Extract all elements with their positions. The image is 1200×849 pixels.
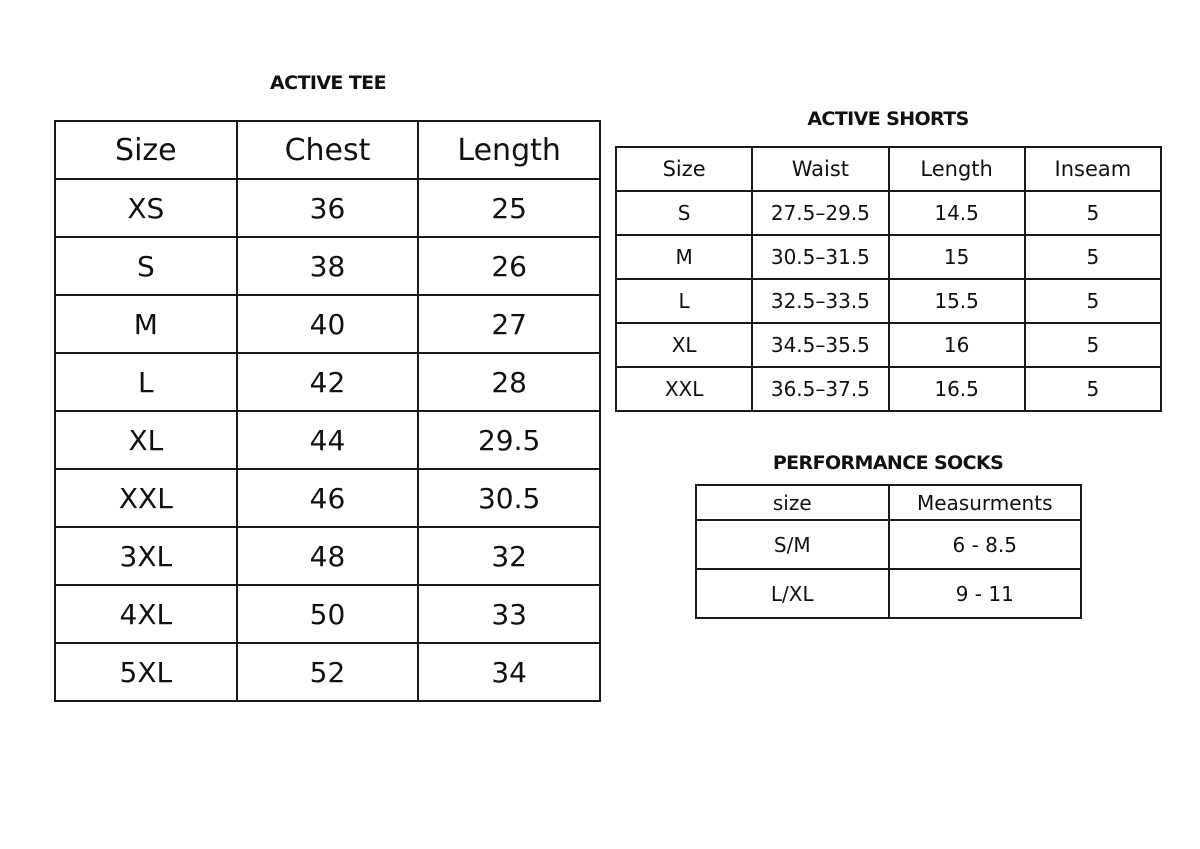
- header-length: Length: [889, 147, 1025, 191]
- cell-chest: 50: [237, 585, 419, 643]
- table-row: [55, 643, 600, 701]
- cell-size: S: [616, 191, 752, 235]
- table-row: [55, 179, 600, 237]
- cell-chest: 42: [237, 353, 419, 411]
- cell-inseam: 5: [1025, 367, 1161, 411]
- cell-size: L/XL: [696, 569, 889, 618]
- cell-size: M: [55, 295, 237, 353]
- cell-size: S/M: [696, 520, 889, 569]
- table-header-row: [696, 485, 1081, 520]
- table-row: [616, 323, 1161, 367]
- table-row: [616, 191, 1161, 235]
- table-row: [55, 295, 600, 353]
- table-row: [696, 569, 1081, 618]
- cell-length: 29.5: [418, 411, 600, 469]
- cell-chest: 38: [237, 237, 419, 295]
- cell-chest: 40: [237, 295, 419, 353]
- cell-length: 15.5: [889, 279, 1025, 323]
- performance-socks-title: PERFORMANCE SOCKS: [772, 452, 1004, 474]
- header-length: Length: [418, 121, 600, 179]
- active-shorts-title: ACTIVE SHORTS: [807, 108, 969, 130]
- cell-waist: 36.5–37.5: [752, 367, 888, 411]
- cell-measurements: 9 - 11: [889, 569, 1082, 618]
- cell-chest: 44: [237, 411, 419, 469]
- active-tee-title: ACTIVE TEE: [270, 72, 386, 94]
- cell-length: 14.5: [889, 191, 1025, 235]
- cell-waist: 34.5–35.5: [752, 323, 888, 367]
- cell-length: 15: [889, 235, 1025, 279]
- table-row: [55, 353, 600, 411]
- header-chest: Chest: [237, 121, 419, 179]
- table-row: [55, 469, 600, 527]
- performance-socks-table: [695, 484, 1082, 619]
- cell-length: 16.5: [889, 367, 1025, 411]
- header-size: Size: [616, 147, 752, 191]
- cell-length: 30.5: [418, 469, 600, 527]
- cell-inseam: 5: [1025, 235, 1161, 279]
- table-row: [616, 279, 1161, 323]
- table-row: [696, 520, 1081, 569]
- table-row: [55, 237, 600, 295]
- header-measurements: Measurments: [889, 485, 1082, 520]
- cell-length: 16: [889, 323, 1025, 367]
- cell-size: XXL: [616, 367, 752, 411]
- cell-size: 4XL: [55, 585, 237, 643]
- cell-size: XL: [616, 323, 752, 367]
- cell-chest: 52: [237, 643, 419, 701]
- cell-chest: 46: [237, 469, 419, 527]
- cell-size: L: [616, 279, 752, 323]
- cell-inseam: 5: [1025, 279, 1161, 323]
- table-header-row: [616, 147, 1161, 191]
- header-size: Size: [55, 121, 237, 179]
- cell-chest: 36: [237, 179, 419, 237]
- cell-waist: 30.5–31.5: [752, 235, 888, 279]
- header-size: size: [696, 485, 889, 520]
- cell-size: XL: [55, 411, 237, 469]
- cell-size: S: [55, 237, 237, 295]
- cell-size: L: [55, 353, 237, 411]
- cell-measurements: 6 - 8.5: [889, 520, 1082, 569]
- active-tee-table: [54, 120, 601, 702]
- cell-size: XS: [55, 179, 237, 237]
- table-row: [55, 527, 600, 585]
- table-row: [55, 411, 600, 469]
- cell-length: 26: [418, 237, 600, 295]
- cell-length: 27: [418, 295, 600, 353]
- table-header-row: [55, 121, 600, 179]
- cell-length: 33: [418, 585, 600, 643]
- active-shorts-table: [615, 146, 1162, 412]
- cell-chest: 48: [237, 527, 419, 585]
- cell-size: 5XL: [55, 643, 237, 701]
- cell-length: 32: [418, 527, 600, 585]
- table-row: [616, 367, 1161, 411]
- cell-inseam: 5: [1025, 191, 1161, 235]
- cell-size: 3XL: [55, 527, 237, 585]
- table-row: [616, 235, 1161, 279]
- table-row: [55, 585, 600, 643]
- cell-waist: 27.5–29.5: [752, 191, 888, 235]
- cell-inseam: 5: [1025, 323, 1161, 367]
- cell-size: M: [616, 235, 752, 279]
- cell-length: 28: [418, 353, 600, 411]
- header-inseam: Inseam: [1025, 147, 1161, 191]
- cell-length: 34: [418, 643, 600, 701]
- cell-length: 25: [418, 179, 600, 237]
- cell-waist: 32.5–33.5: [752, 279, 888, 323]
- header-waist: Waist: [752, 147, 888, 191]
- cell-size: XXL: [55, 469, 237, 527]
